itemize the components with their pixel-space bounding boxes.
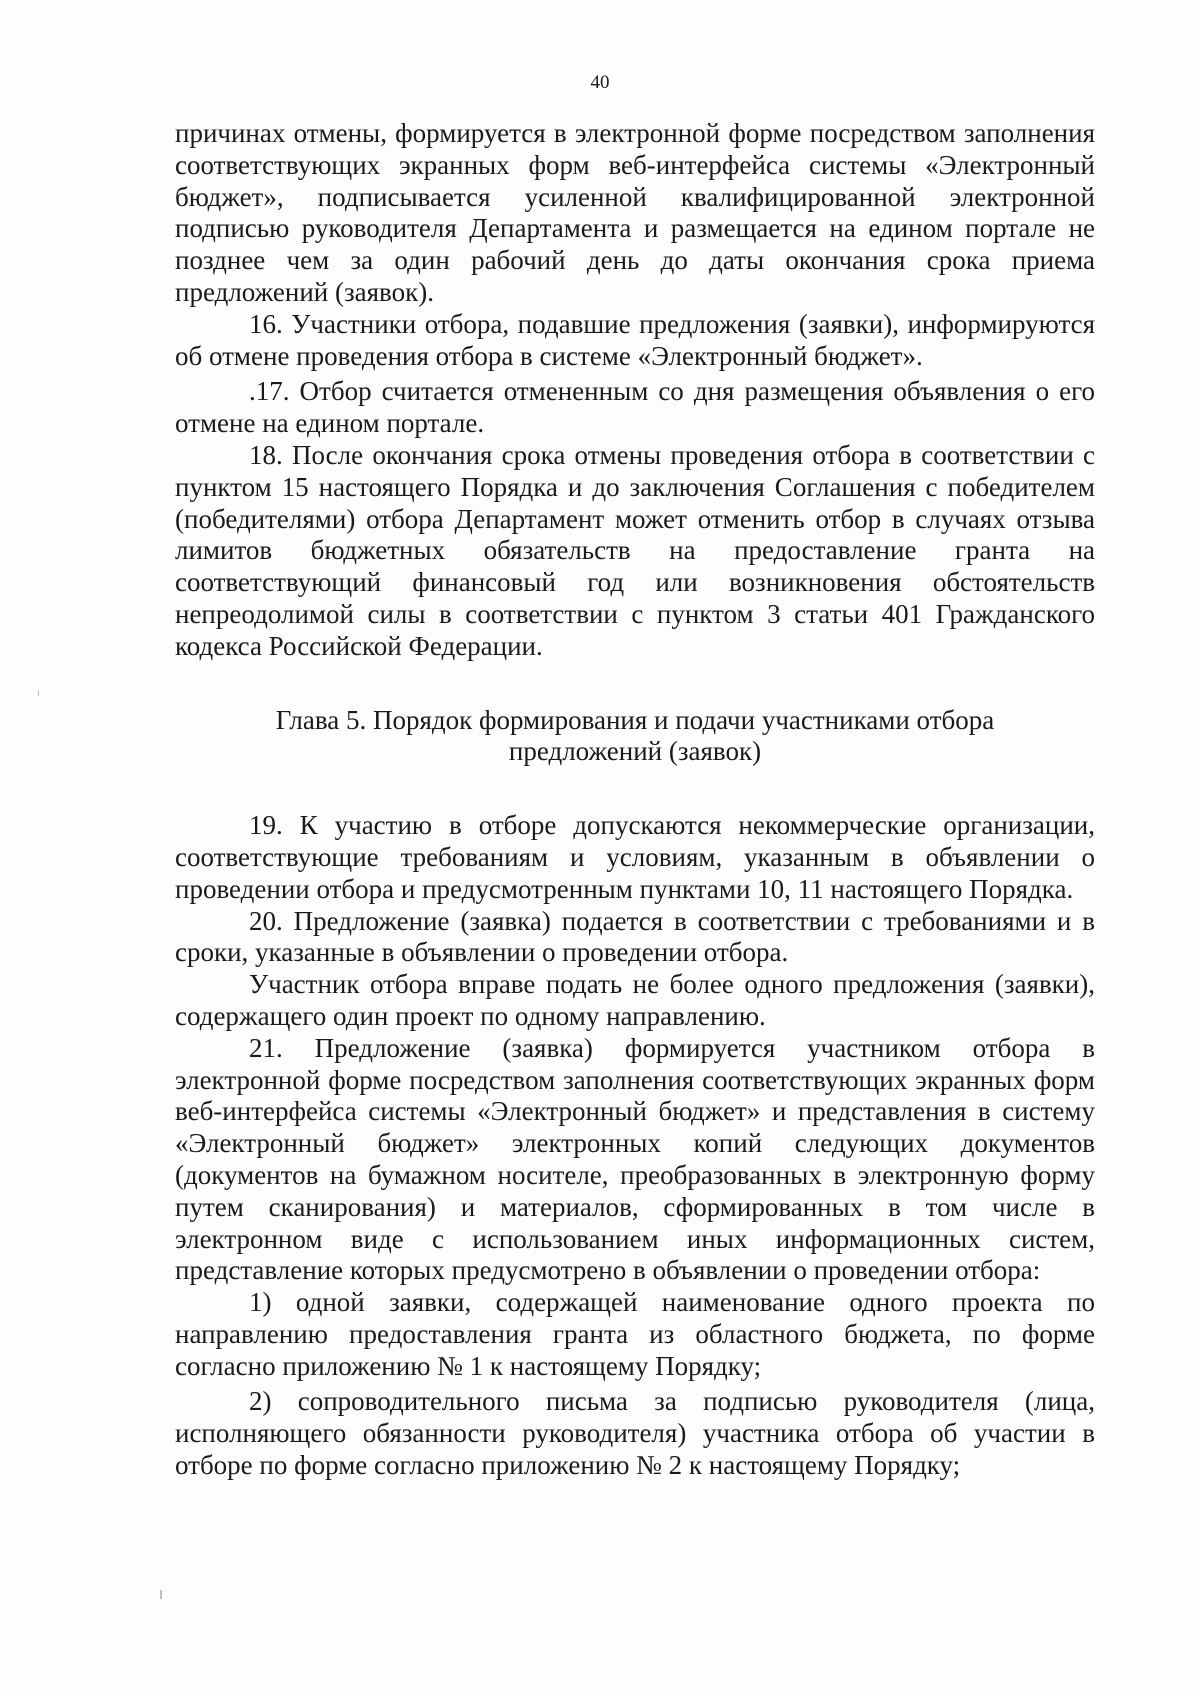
paragraph-subitem-1: 1) одной заявки, содержащей наименование одного проекта по направлению предоставления гранта из областного бюджета, по форме согласно приложению № 1 к настоящему Порядку;	[175, 1287, 1095, 1381]
scan-artifact-mark	[160, 1590, 162, 1599]
paragraph-item-21: 21. Предложение (заявка) формируется участником отбора в электронной форме посредством заполнения соответствующих экранных форм веб-интерфейса системы «Электронный бюджет» и представления в систему «Электронный бюджет» электронных копий следующих документов (документов на бумажном носителе, преобразованных в электронную форму путем сканирования) и материалов, сформированных в том числе в электронном виде с использованием иных информационных систем, представление которых предусмотрено в объявлении о проведении отбора:	[175, 1032, 1095, 1286]
document-body	[175, 118, 1095, 1482]
paragraph-participant-right: Участник отбора вправе подать не более одного предложения (заявки), содержащего один проект по одному направлению.	[175, 969, 1095, 1031]
paragraph-item-19: 19. К участию в отборе допускаются некоммерческие организации, соответствующие требованиям и условиям, указанным в объявлении о проведении отбора и предусмотренным пунктами 10, 11 настоящего Порядка.	[175, 810, 1095, 904]
paragraph-continuation: причинах отмены, формируется в электронной форме посредством заполнения соответствующих экранных форм веб-интерфейса системы «Электронный бюджет», подписывается усиленной квалифицированной электронной подписью руководителя Департамента и размещается на едином портале не позднее чем за один рабочий день до даты окончания срока приема предложений (заявок).	[175, 118, 1095, 307]
paragraph-item-18: 18. После окончания срока отмены проведения отбора в соответствии с пунктом 15 настоящего Порядка и до заключения Соглашения с победителем (победителями) отбора Департамент может отменить отбор в случаях отзыва лимитов бюджетных обязательств на предоставление гранта на соответствующий финансовый год или возникновения обстоятельств непреодолимой силы в соответствии с пунктом 3 статьи 401 Гражданского кодекса Российской Федерации.	[175, 439, 1095, 661]
page-number: 40	[590, 72, 610, 93]
paragraph-item-20: 20. Предложение (заявка) подается в соответствии с требованиями и в сроки, указанные в объявлении о проведении отбора.	[175, 905, 1095, 968]
chapter-heading-line-1: Глава 5. Порядок формирования и подачи участниками отбора	[275, 704, 995, 735]
paragraph-subitem-2: 2) сопроводительного письма за подписью руководителя (лица, исполняющего обязанности руководителя) участника отбора об участии в отборе по форме согласно приложению № 2 к настоящему Порядку;	[175, 1386, 1095, 1481]
chapter-heading	[175, 705, 1095, 769]
paragraph-item-17: .17. Отбор считается отмененным со дня размещения объявления о его отмене на едином портале.	[175, 376, 1095, 439]
paragraph-item-16: 16. Участники отбора, подавшие предложения (заявки), информируются об отмене проведения отбора в системе «Электронный бюджет».	[175, 308, 1095, 371]
scan-artifact-mark	[38, 690, 39, 696]
chapter-heading-line-2: предложений (заявок)	[508, 736, 762, 767]
